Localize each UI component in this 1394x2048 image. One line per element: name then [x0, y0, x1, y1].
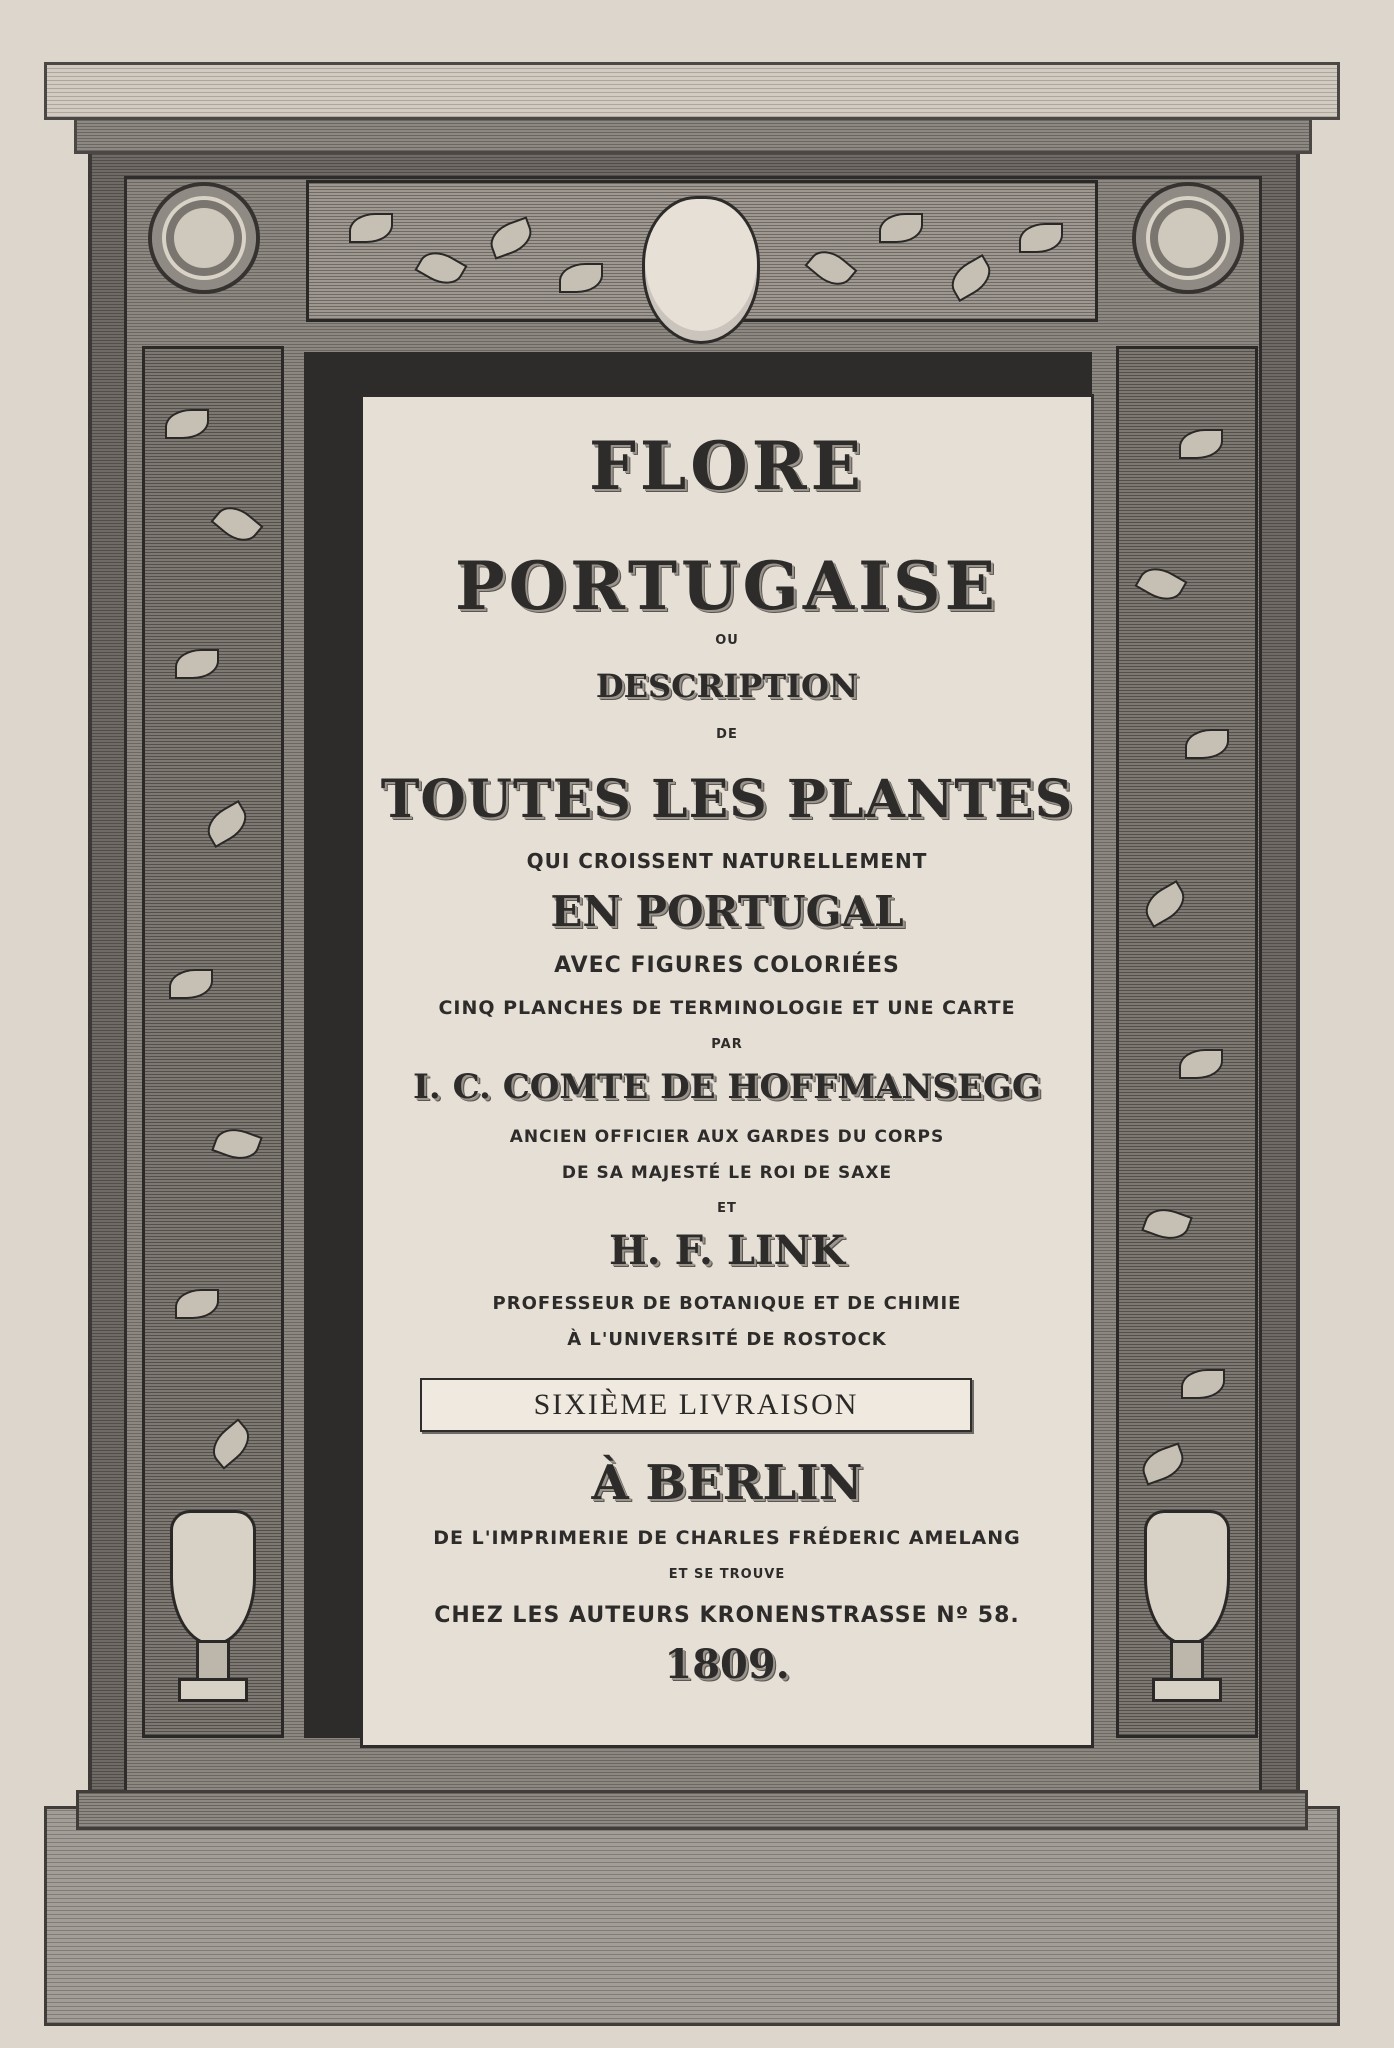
- pedestal-base: [44, 1806, 1340, 2026]
- printer-line: DE L'IMPRIMERIE DE CHARLES FRÉDERIC AMELANG: [433, 1527, 1021, 1549]
- cornice: [44, 62, 1340, 120]
- author-2-title-2: À L'UNIVERSITÉ DE ROSTOCK: [567, 1329, 887, 1350]
- title-line-toutes-les-plantes: TOUTES LES PLANTES: [380, 769, 1074, 830]
- rosette-left: [148, 182, 260, 294]
- publication-year: 1809.: [664, 1641, 790, 1688]
- rosette-right: [1132, 182, 1244, 294]
- author-2-title-1: PROFESSEUR DE BOTANIQUE ET DE CHIMIE: [492, 1293, 962, 1314]
- title-plate: [360, 394, 1094, 1748]
- title-line-description: DESCRIPTION: [595, 667, 859, 705]
- title-line-de: DE: [716, 727, 738, 742]
- title-line-par: PAR: [711, 1037, 743, 1052]
- title-line-en-portugal: EN PORTUGAL: [550, 887, 904, 936]
- author-1-title-2: DE SA MAJESTÉ LE ROI DE SAXE: [561, 1163, 893, 1183]
- address-line: CHEZ LES AUTEURS KRONENSTRASSE Nº 58.: [434, 1603, 1020, 1628]
- title-line-ou: OU: [715, 633, 739, 648]
- conjunction-et: ET: [717, 1201, 737, 1216]
- livraison-label: SIXIÈME LIVRAISON: [533, 1388, 859, 1421]
- printer-line-2: ET SE TROUVE: [668, 1567, 786, 1582]
- livraison-box: [420, 1378, 972, 1432]
- title-line-planches: CINQ PLANCHES DE TERMINOLOGIE ET UNE CARTE: [438, 997, 1016, 1019]
- urn-left: [160, 1510, 260, 1710]
- title-line-portugaise: PORTUGAISE: [455, 547, 999, 625]
- author-1-name: I. C. COMTE DE HOFFMANSEGG: [413, 1067, 1041, 1107]
- author-2-name: H. F. LINK: [608, 1227, 846, 1274]
- place-berlin: À BERLIN: [591, 1455, 863, 1511]
- title-line-figures: AVEC FIGURES COLORIÉES: [554, 953, 900, 978]
- title-line-qui-croissent: QUI CROISSENT NATURELLEMENT: [526, 849, 928, 873]
- mask-ornament: [642, 196, 760, 344]
- urn-right: [1134, 1510, 1234, 1710]
- title-line-flore: FLORE: [589, 427, 865, 505]
- author-1-title-1: ANCIEN OFFICIER AUX GARDES DU CORPS: [509, 1127, 945, 1147]
- pedestal-ledge: [76, 1790, 1308, 1830]
